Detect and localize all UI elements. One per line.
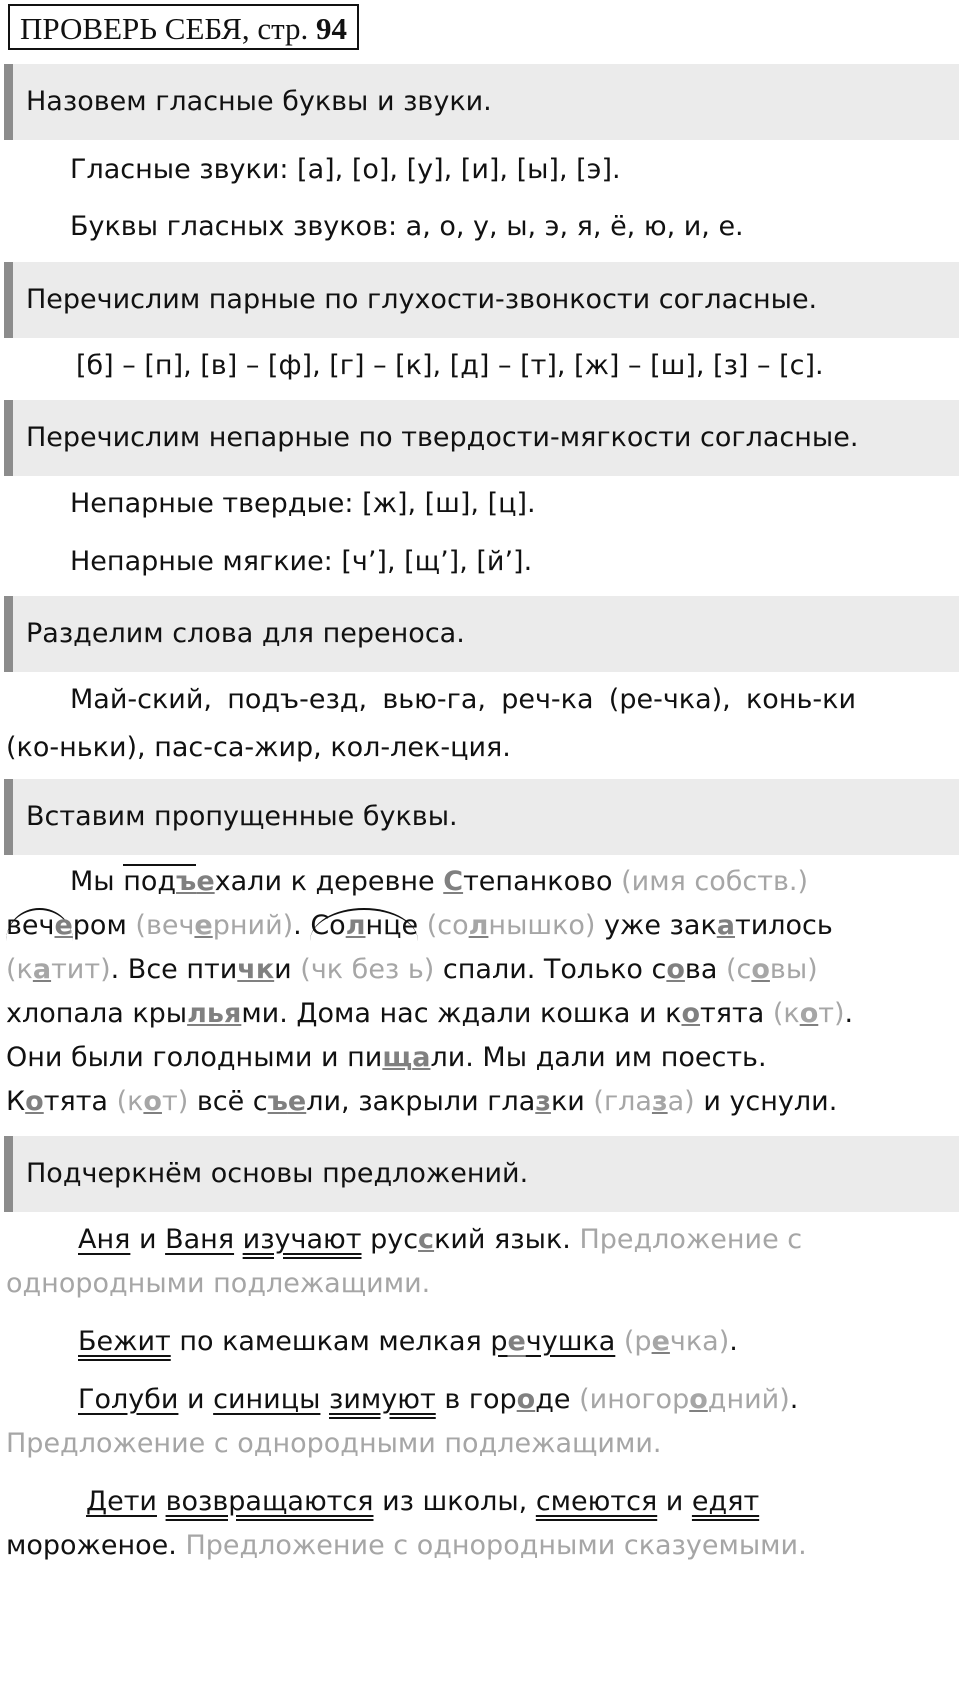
sentence-3: Голуби и синицы зимуют в городе (иногородний). Предложение с однородными подлежащими. — [6, 1384, 799, 1459]
section-heading-paired-consonants: Перечислим парные по глухости-звонкости согласные. — [4, 262, 959, 338]
title-prefix: ПРОВЕРЬ СЕБЯ, стр. — [20, 11, 309, 46]
vowel-sounds-line: Гласные звуки: [а], [о], [у], [и], [ы], [э]. — [70, 154, 621, 185]
page-title — [8, 4, 359, 50]
section-heading-missing-letters: Вставим пропущенные буквы. — [4, 779, 959, 855]
hyphenation-paragraph: Май-ский, подъ-езд, вью-га, реч-ка (ре-чка), конь-ки (ко-ньки), пас-са-жир, кол-лек-ция. — [6, 684, 856, 763]
vowel-letters-line: Буквы гласных звуков: а, о, у, ы, э, я, ё, ю, и, е. — [70, 211, 744, 242]
sentence-2: Бежит по камешкам мелкая речушка (речка). — [78, 1326, 738, 1357]
section-heading-unpaired-consonants: Перечислим непарные по твердости-мягкости согласные. — [4, 400, 959, 476]
unpaired-hard-line: Непарные твердые: [ж], [ш], [ц]. — [70, 488, 536, 519]
sentence-4: Дети возвращаются из школы, смеются и едят мороженое. Предложение с однородными сказуемыми. — [6, 1486, 807, 1561]
missing-letters-paragraph: Мы подъехали к деревне Степанково (имя собств.) вечером (вечерний). Солнце (солнышко) уже закатилось (катит). Все птички (чк без ь) спали. Только сова (совы) хлопала крыльями. Дома нас ждали кошка и котята (кот). Они были голодными и пищали. Мы дали им поесть. Котята (кот) всё съели, закрыли глазки (глаза) и уснули. — [6, 866, 854, 1117]
section-heading-hyphenation: Разделим слова для переноса. — [4, 596, 959, 672]
section-heading-vowels: Назовем гласные буквы и звуки. — [4, 64, 959, 140]
section-heading-sentence-bases: Подчеркнём основы предложений. — [4, 1136, 959, 1212]
paired-consonants-line: [б] – [п], [в] – [ф], [г] – [к], [д] – [т], [ж] – [ш], [з] – [с]. — [76, 350, 824, 381]
unpaired-soft-line: Непарные мягкие: [ч’], [щ’], [й’]. — [70, 546, 533, 577]
sentence-1: Аня и Ваня изучают русский язык. Предложение с однородными подлежащими. — [6, 1224, 803, 1299]
page-number: 94 — [316, 11, 348, 46]
